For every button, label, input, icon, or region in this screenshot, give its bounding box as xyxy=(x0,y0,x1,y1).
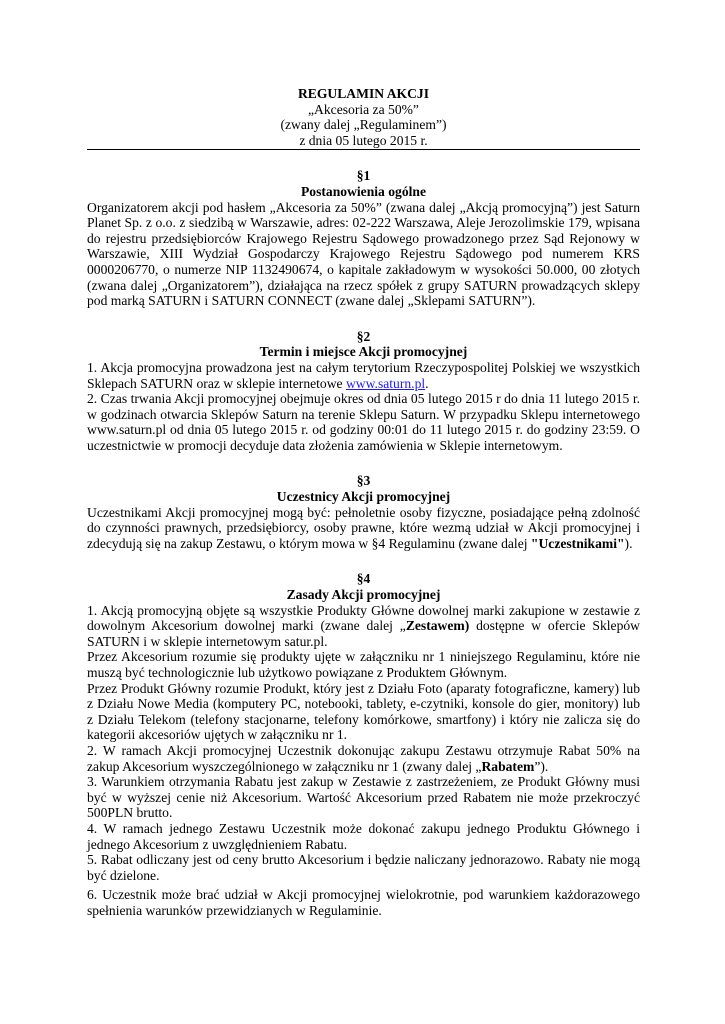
section-4-paragraph-2: Przez Akcesorium rozumie się produkty ujęte w załączniku nr 1 niniejszego Regulaminu, które nie muszą być technologicznie lub użytkowo powiązane z Produktem Głównym. xyxy=(87,649,640,680)
section-4-paragraph-4-text: 2. W ramach Akcji promocyjnej Uczestnik dokonując zakupu Zestawu otrzymuje Rabat 50% na zakup Akcesorium wyszczególnionego w załączniku nr 1 (zwany dalej „ xyxy=(87,742,640,774)
section-4-paragraph-6: 4. W ramach jednego Zestawu Uczestnik może dokonać zakupu jednego Produktu Głównego i jednego Akcesorium z uwzględnieniem Rabatu. xyxy=(87,820,640,852)
section-2-paragraph-1 xyxy=(87,360,640,391)
section-2-paragraph-1-text: 1. Akcja promocyjna prowadzona jest na całym terytorium Rzeczypospolitej Polskiej we wszystkich Sklepach SATURN oraz w sklepie internetowe xyxy=(87,359,640,391)
section-4-paragraph-4-end: ”). xyxy=(534,758,549,774)
discount-term: Rabatem xyxy=(481,758,535,774)
section-1-heading: Postanowienia ogólne xyxy=(301,183,426,199)
section-3-paragraph-end: ). xyxy=(624,535,633,551)
section-2-heading: Termin i miejsce Akcji promocyjnej xyxy=(259,344,468,360)
document-date: z dnia 05 lutego 2015 r. xyxy=(299,132,428,148)
section-1-number: §1 xyxy=(356,168,371,184)
section-3-paragraph-text: Uczestnikami Akcji promocyjnej mogą być: pełnoletnie osoby fizyczne, posiadające pełną zdolność do czynności prawnych, przedsiębiorcy, osoby prawne, które wezmą udział w Akcji promocyjnej i zdecydują się na zakup Zestawu, o którym mowa w §4 Regulaminu (zwane dalej xyxy=(87,504,640,551)
section-4-paragraph-4 xyxy=(87,743,640,774)
section-2-number: §2 xyxy=(356,328,371,344)
section-1-paragraph: Organizatorem akcji pod hasłem „Akcesoria za 50%” (zwana dalej „Akcją promocyjną”) jest Saturn Planet Sp. z o.o. z siedzibą w Warszawie, adres: 02-222 Warszawa, Aleje Jerozolimskie 179, wpisana do rejestru przedsiębiorców Krajowego Rejestru Sądowego prowadzonego przez Sąd Rejonowy w Warszawie, XIII Wydział Gospodarczy Krajowego Rejestru Sądowego pod numerem KRS 0000206770, o numerze NIP 1132490674, o kapitale zakładowym w wysokości 50.000, 00 złotych (zwana dalej „Organizatorem”), działająca na rzecz spółek z grupy SATURN prowadzących sklepy pod marką SATURN i SATURN CONNECT (zwane dalej „Sklepami SATURN”). xyxy=(87,199,640,309)
section-3-paragraph xyxy=(87,505,640,552)
participants-term: "Uczestnikami" xyxy=(530,535,625,551)
document-page xyxy=(87,86,640,919)
section-3 xyxy=(87,473,640,551)
regulation-alias: (zwany dalej „Regulaminem”) xyxy=(280,117,447,133)
section-4-heading: Zasady Akcji promocyjnej xyxy=(286,587,441,603)
section-4-number: §4 xyxy=(356,571,371,587)
section-4-paragraph-1-end: dostępne w ofercie Sklepów SATURN i w sklepie internetowym satur.pl. xyxy=(87,618,640,649)
section-1 xyxy=(87,168,640,308)
promotion-name: „Akcesoria za 50%” xyxy=(308,101,419,117)
section-3-heading: Uczestnicy Akcji promocyjnej xyxy=(276,489,451,505)
section-4-paragraph-5: 3. Warunkiem otrzymania Rabatu jest zakup w Zestawie z zastrzeżeniem, ze Produkt Główny musi być w wyższej cenie niż Akcesorium. Wartość Akcesorium przed Rabatem nie może przekroczyć 500PLN brutto. xyxy=(87,774,640,821)
section-2-paragraph-2: 2. Czas trwania Akcji promocyjnej obejmuje okres od dnia 05 lutego 2015 r do dnia 11 lutego 2015 r. w godzinach otwarcia Sklepów Saturn na terenie Sklepu Saturn. W przypadku Sklepu internetowego www.saturn.pl od dnia 05 lutego 2015 r. od godziny 00:01 do 11 lutego 2015 r. do godziny 23:59. O uczestnictwie w promocji decyduje data złożenia zamówienia w Sklepie internetowym. xyxy=(87,391,640,453)
section-4-paragraph-1 xyxy=(87,603,640,650)
section-4 xyxy=(87,571,640,918)
section-4-paragraph-8: 6. Uczestnik może brać udział w Akcji promocyjnej wielokrotnie, pod warunkiem każdorazowego spełnienia warunków przewidzianych w Regulaminie. xyxy=(87,887,640,918)
section-2 xyxy=(87,329,640,454)
set-term: Zestawem) xyxy=(405,618,470,634)
section-3-number: §3 xyxy=(356,473,371,489)
saturn-website-link[interactable]: www.saturn.pl xyxy=(345,375,426,391)
section-4-paragraph-7: 5. Rabat odliczany jest od ceny brutto Akcesorium i będzie naliczany jednorazowo. Rabaty nie mogą być dzielone. xyxy=(87,852,640,883)
section-4-paragraph-1-text: 1. Akcją promocyjną objęte są wszystkie Produkty Główne dowolnej marki zakupione w zestawie z dowolnym Akcesorium dowolnej marki (zwane dalej „ xyxy=(87,602,640,634)
section-2-paragraph-1-end: . xyxy=(425,375,429,391)
document-title: REGULAMIN AKCJI xyxy=(297,86,430,101)
section-4-paragraph-3: Przez Produkt Główny rozumie Produkt, który jest z Działu Foto (aparaty fotograficzne, kamery) lub z Działu Nowe Media (komputery PC, notebooki, tablety, e-czytniki, konsole do gier, monitory) lub z Działu Telekom (telefony stacjonarne, telefony komórkowe, smartfony) i który nie zalicza się do kategorii akcesoriów ujętych w załączniku nr 1. xyxy=(87,680,640,743)
document-header xyxy=(87,86,640,148)
header-divider xyxy=(87,149,640,150)
